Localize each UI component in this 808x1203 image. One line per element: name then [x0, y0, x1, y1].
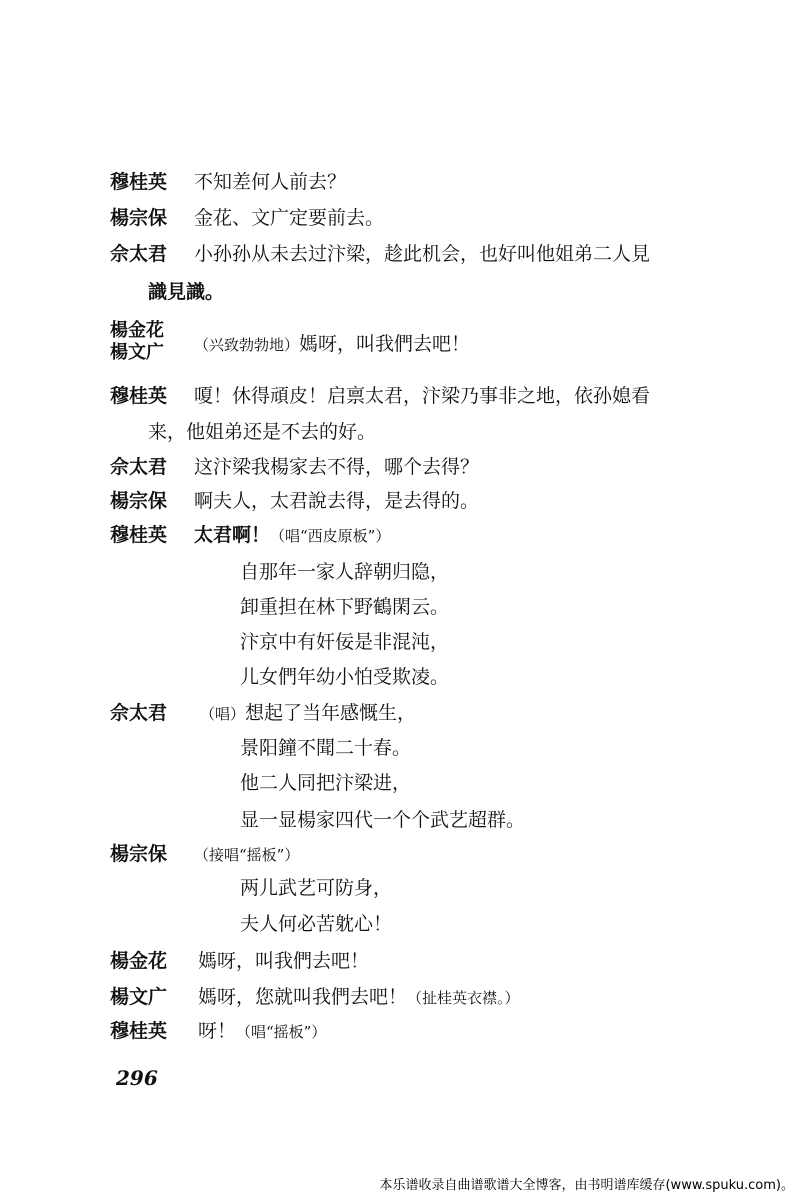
dialogue-text: 嗄！休得頑皮！启禀太君，汴梁乃事非之地，依孙媳看 [194, 385, 651, 407]
verse-text: 景阳鐘不聞二十春。 [240, 737, 412, 759]
speaker-name: 楊宗保 [110, 207, 168, 229]
dialogue-text: 金花、文广定要前去。 [194, 207, 385, 229]
verse-text: 卸重担在林下野鶴閑云。 [240, 596, 450, 618]
dialogue-text-body: 想起了当年感慨生， [245, 702, 417, 724]
stage-direction: （唱） [200, 705, 246, 723]
dialogue-text-body: 太君啊！ [194, 524, 271, 546]
dialogue-text [194, 523, 390, 548]
verse-text: 汴京中有奸佞是非混沌， [240, 631, 450, 653]
stage-direction: （接唱“摇板”） [194, 846, 300, 864]
dialogue-text: 不知差何人前去？ [194, 171, 347, 193]
speaker-name: 穆桂英 [110, 171, 168, 193]
verse-text: 夫人何必苦躭心！ [240, 913, 393, 935]
dialogue-text [194, 332, 470, 357]
speaker-name: 楊文广 [110, 342, 164, 363]
stage-direction: （唱“西皮原板”） [270, 527, 391, 545]
verse-text: 显一显楊家四代一个个武艺超群。 [240, 809, 526, 831]
verse-text: 儿女們年幼小怕受欺凌。 [240, 666, 450, 688]
continuation-text: 来，他姐弟还是不去的好。 [148, 421, 377, 443]
stage-direction: （唱“摇板”） [236, 1023, 327, 1041]
speaker-name: 佘太君 [110, 243, 168, 265]
stage-direction: （兴致勃勃地） [194, 336, 300, 354]
speaker-name: 楊金花 [110, 950, 168, 972]
speaker-name: 穆桂英 [110, 385, 168, 407]
speaker-name: 穆桂英 [110, 1020, 168, 1042]
speaker-name: 楊宗保 [110, 843, 168, 865]
speaker-name: 佘太君 [110, 702, 168, 724]
verse-text: 自那年一家人辞朝归隐， [240, 561, 450, 583]
page-number: 296 [116, 1066, 158, 1090]
dialogue-text-body: 媽呀，叫我們去吧！ [299, 333, 471, 355]
dialogue-text-body: 呀！ [198, 1020, 237, 1042]
dialogue-text: 啊夫人，太君說去得，是去得的。 [194, 490, 480, 512]
continuation-text: 識見識。 [148, 281, 225, 303]
dialogue-text: 小孙孙从未去过汴梁，趁此机会，也好叫他姐弟二人見 [194, 243, 651, 265]
dialogue-text [198, 1019, 326, 1044]
dialogue-text [200, 701, 416, 726]
dialogue-text: 媽呀，叫我們去吧！ [198, 950, 370, 972]
stage-direction: （扯桂英衣襟。） [407, 989, 520, 1007]
speaker-name: 楊金花 [110, 320, 164, 341]
speaker-name: 穆桂英 [110, 524, 168, 546]
footer-caption: 本乐谱收录自曲谱歌谱大全博客，由书明谱库缓存(www.spuku.com)。 [379, 1178, 794, 1193]
speaker-name: 楊宗保 [110, 490, 168, 512]
dialogue-text: 这汴梁我楊家去不得，哪个去得？ [194, 456, 480, 478]
speaker-name: 楊文广 [110, 986, 168, 1008]
verse-text: 他二人同把汴梁进， [240, 772, 412, 794]
dialogue-text [194, 842, 299, 867]
dialogue-text-body: 媽呀，您就叫我們去吧！ [198, 986, 408, 1008]
verse-text: 两儿武艺可防身， [240, 877, 393, 899]
dialogue-text [198, 985, 520, 1010]
speaker-name: 佘太君 [110, 456, 168, 478]
